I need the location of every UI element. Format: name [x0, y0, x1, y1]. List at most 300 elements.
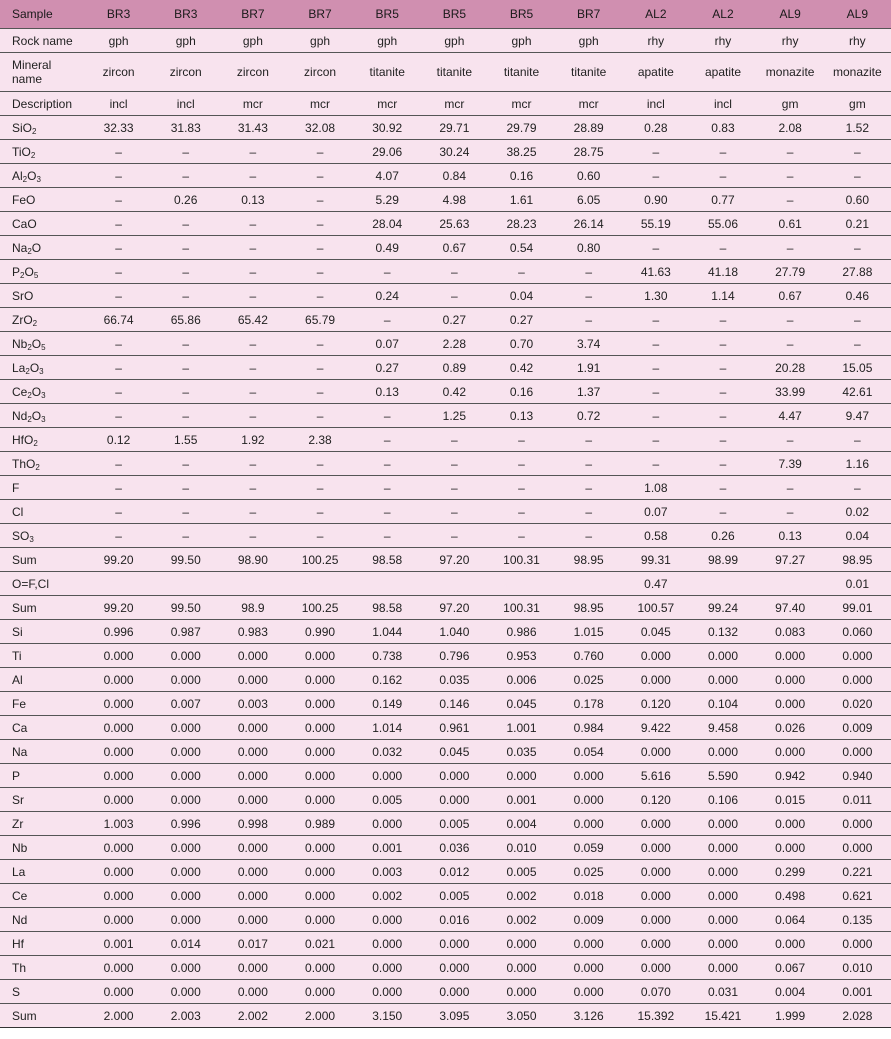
table-cell	[488, 572, 555, 596]
table-cell: –	[286, 476, 353, 500]
table-cell: –	[488, 428, 555, 452]
table-cell: 0.27	[488, 308, 555, 332]
table-cell: 65.86	[152, 308, 219, 332]
table-cell: 0.89	[421, 356, 488, 380]
row-label	[0, 212, 85, 236]
table-cell: –	[689, 332, 756, 356]
table-cell: 0.000	[757, 692, 824, 716]
table-cell: –	[85, 188, 152, 212]
table-cell: 41.18	[689, 260, 756, 284]
row-label-subscript: 3	[29, 534, 34, 544]
table-cell: –	[488, 476, 555, 500]
table-cell: 2.003	[152, 1004, 219, 1028]
table-cell: 0.000	[286, 908, 353, 932]
table-cell: –	[152, 380, 219, 404]
table-cell: 0.000	[689, 956, 756, 980]
table-cell: 9.458	[689, 716, 756, 740]
table-cell: 26.14	[555, 212, 622, 236]
table-row	[0, 860, 891, 884]
table-cell: 0.000	[555, 812, 622, 836]
table-cell: –	[555, 500, 622, 524]
table-cell: 0.000	[152, 764, 219, 788]
table-cell: 100.31	[488, 548, 555, 572]
row-label-text: Zr	[12, 816, 24, 831]
table-cell: –	[219, 476, 286, 500]
table-cell: –	[757, 332, 824, 356]
row-label	[0, 596, 85, 620]
table-cell: 98.95	[555, 596, 622, 620]
table-row	[0, 788, 891, 812]
table-cell: 0.000	[219, 836, 286, 860]
table-cell: 0.000	[488, 764, 555, 788]
table-cell: 0.000	[757, 668, 824, 692]
table-row	[0, 668, 891, 692]
row-label-text: F	[12, 480, 20, 495]
table-cell: 1.37	[555, 380, 622, 404]
table-cell: –	[488, 452, 555, 476]
table-cell: 0.299	[757, 860, 824, 884]
table-cell: 9.422	[622, 716, 689, 740]
table-cell: –	[622, 332, 689, 356]
table-cell: 0.42	[421, 380, 488, 404]
table-cell: mcr	[354, 92, 421, 116]
table-cell: 0.000	[152, 740, 219, 764]
table-cell: –	[219, 236, 286, 260]
row-label-subscript: 3	[41, 390, 46, 400]
table-cell: 2.28	[421, 332, 488, 356]
table-cell: 4.07	[354, 164, 421, 188]
table-row	[0, 524, 891, 548]
table-cell: titanite	[555, 53, 622, 92]
table-cell: 0.064	[757, 908, 824, 932]
table-cell: 0.025	[555, 860, 622, 884]
row-label-text: Na	[12, 744, 28, 759]
table-header	[0, 0, 891, 29]
table-cell: 0.02	[824, 500, 891, 524]
table-cell: 0.001	[824, 980, 891, 1004]
table-cell: 0.000	[622, 836, 689, 860]
table-cell: 0.07	[622, 500, 689, 524]
table-cell: 0.07	[354, 332, 421, 356]
table-cell: –	[85, 332, 152, 356]
table-cell: 0.998	[219, 812, 286, 836]
table-cell: 0.16	[488, 164, 555, 188]
table-cell: 0.000	[85, 980, 152, 1004]
table-cell	[219, 572, 286, 596]
table-cell: 0.120	[622, 692, 689, 716]
table-cell: 0.035	[421, 668, 488, 692]
table-cell: –	[85, 236, 152, 260]
table-row	[0, 644, 891, 668]
table-cell: 0.72	[555, 404, 622, 428]
table-cell: mcr	[488, 92, 555, 116]
row-label-text: Rock name	[12, 33, 73, 48]
table-cell: –	[488, 524, 555, 548]
table-cell: 0.000	[757, 812, 824, 836]
table-cell: rhy	[757, 29, 824, 53]
table-cell: –	[286, 212, 353, 236]
table-cell: 0.015	[757, 788, 824, 812]
table-cell: 0.001	[85, 932, 152, 956]
row-label	[0, 29, 85, 53]
table-cell: 0.000	[286, 884, 353, 908]
table-cell: 7.39	[757, 452, 824, 476]
table-cell	[555, 572, 622, 596]
table-cell: 1.92	[219, 428, 286, 452]
table-cell: 0.04	[488, 284, 555, 308]
table-cell: 0.178	[555, 692, 622, 716]
table-cell: 99.31	[622, 548, 689, 572]
table-cell: 0.000	[555, 956, 622, 980]
table-cell: 31.83	[152, 116, 219, 140]
table-cell: 0.000	[689, 932, 756, 956]
row-label-subscript: 2	[20, 270, 25, 280]
row-label-text: CaO	[12, 216, 37, 231]
table-cell: –	[757, 140, 824, 164]
row-label-text: Description	[12, 96, 73, 111]
row-label-text: Hf	[12, 936, 24, 951]
row-label	[0, 884, 85, 908]
table-cell: 0.000	[622, 644, 689, 668]
table-cell: 1.25	[421, 404, 488, 428]
table-cell: 99.50	[152, 548, 219, 572]
table-cell: 98.58	[354, 596, 421, 620]
row-label	[0, 500, 85, 524]
table-row	[0, 500, 891, 524]
row-label-text: La	[12, 360, 26, 375]
table-cell: 0.000	[286, 716, 353, 740]
table-cell: 0.000	[286, 668, 353, 692]
table-cell: 25.63	[421, 212, 488, 236]
row-label-subscript: 2	[25, 366, 30, 376]
table-cell: –	[757, 164, 824, 188]
table-row	[0, 932, 891, 956]
table-cell: rhy	[689, 29, 756, 53]
table-cell: –	[354, 404, 421, 428]
row-label	[0, 404, 85, 428]
table-cell: 0.000	[286, 644, 353, 668]
table-cell: 0.000	[622, 860, 689, 884]
table-cell: 0.000	[757, 740, 824, 764]
table-cell: 0.000	[354, 764, 421, 788]
row-label-text: Sum	[12, 552, 37, 567]
table-cell: 0.67	[421, 236, 488, 260]
table-cell: 0.000	[689, 740, 756, 764]
row-label-text: Si	[12, 624, 23, 639]
table-cell: 0.000	[286, 836, 353, 860]
table-cell: 0.000	[286, 692, 353, 716]
table-cell: 0.000	[354, 812, 421, 836]
table-cell: 0.017	[219, 932, 286, 956]
row-label	[0, 572, 85, 596]
table-cell: 0.000	[152, 980, 219, 1004]
table-cell: 0.000	[219, 764, 286, 788]
row-label	[0, 284, 85, 308]
table-cell: –	[85, 404, 152, 428]
table-cell: 0.760	[555, 644, 622, 668]
table-cell: 3.095	[421, 1004, 488, 1028]
table-cell: 0.983	[219, 620, 286, 644]
table-cell: 0.498	[757, 884, 824, 908]
table-cell: –	[689, 356, 756, 380]
table-cell: 97.20	[421, 596, 488, 620]
table-cell: 0.000	[757, 836, 824, 860]
table-cell: 0.000	[286, 956, 353, 980]
table-cell: 0.026	[757, 716, 824, 740]
table-cell: 4.47	[757, 404, 824, 428]
table-cell: 0.000	[757, 932, 824, 956]
row-label	[0, 692, 85, 716]
table-row	[0, 284, 891, 308]
table-cell: 2.08	[757, 116, 824, 140]
table-cell: 28.75	[555, 140, 622, 164]
table-cell: –	[85, 140, 152, 164]
table-cell: –	[219, 452, 286, 476]
table-cell: –	[689, 236, 756, 260]
table-cell: 0.104	[689, 692, 756, 716]
table-cell: –	[85, 164, 152, 188]
row-label	[0, 836, 85, 860]
table-cell: –	[152, 140, 219, 164]
table-cell: 0.005	[421, 812, 488, 836]
row-label	[0, 932, 85, 956]
table-cell: –	[421, 428, 488, 452]
row-label-subscript: 2	[30, 150, 36, 160]
row-label	[0, 548, 85, 572]
header-sample-8: BR7	[555, 0, 622, 29]
table-cell: –	[555, 452, 622, 476]
table-cell: 0.031	[689, 980, 756, 1004]
table-cell: –	[152, 524, 219, 548]
row-label	[0, 524, 85, 548]
row-label-text: O	[24, 264, 34, 279]
table-cell: 0.940	[824, 764, 891, 788]
table-cell: 0.77	[689, 188, 756, 212]
table-cell: 15.392	[622, 1004, 689, 1028]
row-label-text: O	[29, 360, 40, 375]
table-cell: 3.150	[354, 1004, 421, 1028]
row-label-text: Th	[12, 960, 27, 975]
table-cell: –	[286, 332, 353, 356]
table-cell: 0.61	[757, 212, 824, 236]
table-cell: 0.000	[219, 668, 286, 692]
table-cell: 0.12	[85, 428, 152, 452]
table-cell: –	[824, 308, 891, 332]
table-cell: 33.99	[757, 380, 824, 404]
table-cell: 0.28	[622, 116, 689, 140]
row-label-text: TiO	[12, 144, 31, 159]
table-cell: 1.040	[421, 620, 488, 644]
row-label-text: S	[12, 984, 21, 999]
table-row	[0, 404, 891, 428]
table-row	[0, 812, 891, 836]
table-cell: 0.000	[219, 956, 286, 980]
table-cell: 0.13	[757, 524, 824, 548]
row-label-text: SiO	[12, 120, 33, 135]
table-cell: 65.42	[219, 308, 286, 332]
row-label-subscript: 3	[39, 366, 44, 376]
table-cell: 0.000	[622, 932, 689, 956]
table-cell: 99.20	[85, 596, 152, 620]
table-cell: mcr	[421, 92, 488, 116]
table-cell: 3.050	[488, 1004, 555, 1028]
table-cell: 0.007	[152, 692, 219, 716]
table-cell: –	[85, 380, 152, 404]
table-cell: 1.08	[622, 476, 689, 500]
table-cell: 0.58	[622, 524, 689, 548]
table-cell: –	[689, 452, 756, 476]
table-cell: 0.000	[152, 956, 219, 980]
table-cell: 0.035	[488, 740, 555, 764]
table-cell: 99.01	[824, 596, 891, 620]
table-cell: –	[219, 164, 286, 188]
table-cell	[689, 572, 756, 596]
table-cell: 66.74	[85, 308, 152, 332]
row-label-text: Ti	[12, 648, 22, 663]
table-cell: 1.044	[354, 620, 421, 644]
table-cell: gph	[354, 29, 421, 53]
table-cell: –	[622, 236, 689, 260]
table-cell: 29.06	[354, 140, 421, 164]
table-cell: –	[219, 500, 286, 524]
table-cell: mcr	[555, 92, 622, 116]
table-cell: titanite	[354, 53, 421, 92]
table-cell: –	[622, 308, 689, 332]
row-label-text: ThO	[12, 456, 36, 471]
table-cell: 65.79	[286, 308, 353, 332]
table-cell: 0.045	[622, 620, 689, 644]
table-row	[0, 908, 891, 932]
table-cell: –	[555, 260, 622, 284]
table-cell: 0.162	[354, 668, 421, 692]
table-cell: –	[622, 404, 689, 428]
table-cell: –	[286, 236, 353, 260]
table-cell: 0.953	[488, 644, 555, 668]
row-label	[0, 260, 85, 284]
table-cell: gph	[421, 29, 488, 53]
table-cell: 0.996	[85, 620, 152, 644]
table-cell: 0.000	[354, 932, 421, 956]
table-cell: 5.616	[622, 764, 689, 788]
table-cell: zircon	[85, 53, 152, 92]
row-label-text: O=F,Cl	[12, 576, 50, 591]
table-cell: –	[824, 428, 891, 452]
table-cell: 0.045	[421, 740, 488, 764]
table-cell: 0.000	[488, 932, 555, 956]
table-cell: 0.46	[824, 284, 891, 308]
table-cell: –	[152, 284, 219, 308]
table-cell: 0.000	[488, 956, 555, 980]
table-cell: –	[152, 476, 219, 500]
table-cell: 0.000	[824, 668, 891, 692]
table-cell: –	[824, 140, 891, 164]
table-cell: 0.26	[689, 524, 756, 548]
table-cell: 0.000	[85, 956, 152, 980]
table-cell: 0.032	[354, 740, 421, 764]
table-cell: 1.003	[85, 812, 152, 836]
row-label-text: Sum	[12, 600, 37, 615]
table-cell: 0.000	[622, 884, 689, 908]
row-label-text: Nb	[12, 336, 28, 351]
row-label	[0, 908, 85, 932]
table-row	[0, 29, 891, 53]
table-cell: –	[757, 188, 824, 212]
table-cell: 0.000	[824, 932, 891, 956]
table-cell: –	[85, 260, 152, 284]
row-label	[0, 116, 85, 140]
table-cell: 0.000	[421, 956, 488, 980]
table-cell: 0.000	[286, 788, 353, 812]
table-row	[0, 548, 891, 572]
table-cell: 30.24	[421, 140, 488, 164]
table-row	[0, 716, 891, 740]
row-label-text: Cl	[12, 504, 24, 519]
table-cell: 31.43	[219, 116, 286, 140]
table-cell: 28.89	[555, 116, 622, 140]
table-cell: 55.19	[622, 212, 689, 236]
table-cell: 1.999	[757, 1004, 824, 1028]
table-cell: 0.84	[421, 164, 488, 188]
table-cell: –	[555, 428, 622, 452]
table-row	[0, 380, 891, 404]
table-cell: 0.000	[152, 716, 219, 740]
table-cell: –	[824, 164, 891, 188]
table-cell: 98.9	[219, 596, 286, 620]
table-cell: gph	[555, 29, 622, 53]
table-cell: 0.000	[219, 980, 286, 1004]
table-cell: 0.16	[488, 380, 555, 404]
row-label-text: ZrO	[12, 312, 33, 327]
table-cell: incl	[85, 92, 152, 116]
table-cell: 0.000	[219, 788, 286, 812]
table-cell: –	[421, 500, 488, 524]
table-cell: 0.000	[689, 668, 756, 692]
table-cell: 100.31	[488, 596, 555, 620]
row-label	[0, 980, 85, 1004]
row-label-subscript: 2	[22, 174, 28, 184]
table-cell: –	[421, 260, 488, 284]
row-label	[0, 452, 85, 476]
table-cell: 0.020	[824, 692, 891, 716]
row-label	[0, 380, 85, 404]
table-cell: –	[488, 500, 555, 524]
row-label	[0, 164, 85, 188]
row-label	[0, 188, 85, 212]
table-cell: 0.005	[421, 884, 488, 908]
row-label	[0, 956, 85, 980]
table-row	[0, 572, 891, 596]
row-label-text: O	[31, 240, 42, 255]
table-cell: 0.70	[488, 332, 555, 356]
table-cell: 2.000	[85, 1004, 152, 1028]
table-cell: 0.000	[622, 956, 689, 980]
table-cell: –	[219, 212, 286, 236]
table-cell: –	[286, 452, 353, 476]
table-cell: –	[85, 212, 152, 236]
table-cell: 0.13	[354, 380, 421, 404]
table-row	[0, 188, 891, 212]
table-cell: 0.000	[286, 860, 353, 884]
table-row	[0, 236, 891, 260]
table-cell: –	[757, 428, 824, 452]
table-row	[0, 428, 891, 452]
table-cell: 0.010	[488, 836, 555, 860]
header-sample-2: BR3	[152, 0, 219, 29]
table-cell: 0.000	[689, 884, 756, 908]
table-cell: 1.91	[555, 356, 622, 380]
table-cell: 41.63	[622, 260, 689, 284]
table-cell: –	[354, 500, 421, 524]
